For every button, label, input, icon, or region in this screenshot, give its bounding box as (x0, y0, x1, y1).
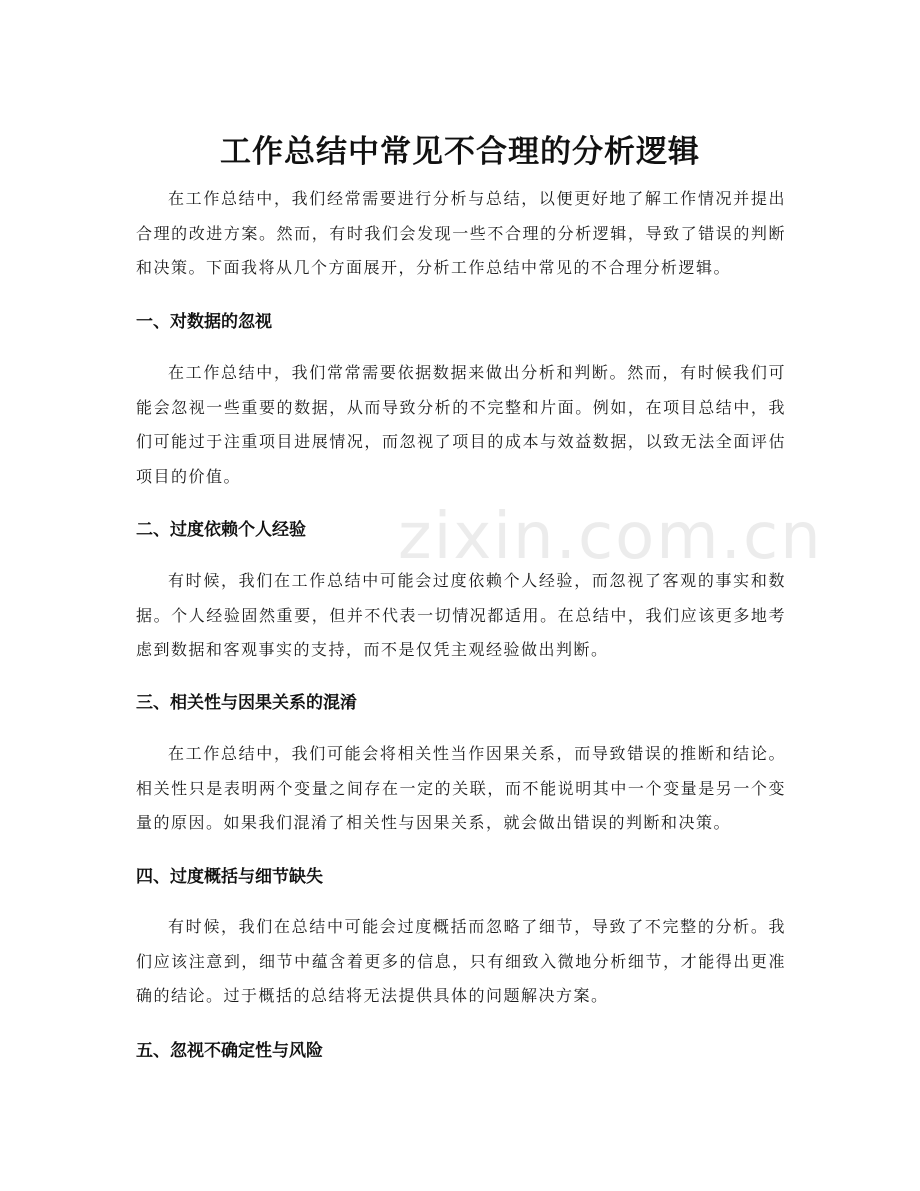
section-body-3: 在工作总结中，我们可能会将相关性当作因果关系，而导致错误的推断和结论。相关性只是表明两个变量之间存在一定的关联，而不能说明其中一个变量是另一个变量的原因。如果我们混淆了相关性与因果关系，就会做出错误的判断和决策。 (136, 744, 786, 832)
section-heading-2: 二、过度依赖个人经验 (136, 520, 306, 540)
page-title: 工作总结中常见不合理的分析逻辑 (220, 133, 700, 170)
section-body-2: 有时候，我们在工作总结中可能会过度依赖个人经验，而忽视了客观的事实和数据。个人经验固然重要，但并不代表一切情况都适用。在总结中，我们应该更多地考虑到数据和客观事实的支持，而不是仅凭主观经验做出判断。 (136, 571, 786, 659)
section-body-4: 有时候，我们在总结中可能会过度概括而忽略了细节，导致了不完整的分析。我们应该注意到，细节中蕴含着更多的信息，只有细致入微地分析细节，才能得出更准确的结论。过于概括的总结将无法提供具体的问题解决方案。 (136, 917, 786, 1005)
section-heading-3: 三、相关性与因果关系的混淆 (136, 693, 357, 713)
section-body-1: 在工作总结中，我们常常需要依据数据来做出分析和判断。然而，有时候我们可能会忽视一些重要的数据，从而导致分析的不完整和片面。例如，在项目总结中，我们可能过于注重项目进展情况，而忽视了项目的成本与效益数据，以致无法全面评估项目的价值。 (136, 363, 786, 486)
watermark-logo: zixin.com.cn (398, 500, 823, 574)
section-heading-1: 一、对数据的忽视 (136, 312, 272, 332)
section-heading-5: 五、忽视不确定性与风险 (136, 1041, 323, 1061)
intro-paragraph: 在工作总结中，我们经常需要进行分析与总结，以便更好地了解工作情况并提出合理的改进方案。然而，有时我们会发现一些不合理的分析逻辑，导致了错误的判断和决策。下面我将从几个方面展开，分析工作总结中常见的不合理分析逻辑。 (136, 189, 786, 277)
section-heading-4: 四、过度概括与细节缺失 (136, 867, 323, 887)
